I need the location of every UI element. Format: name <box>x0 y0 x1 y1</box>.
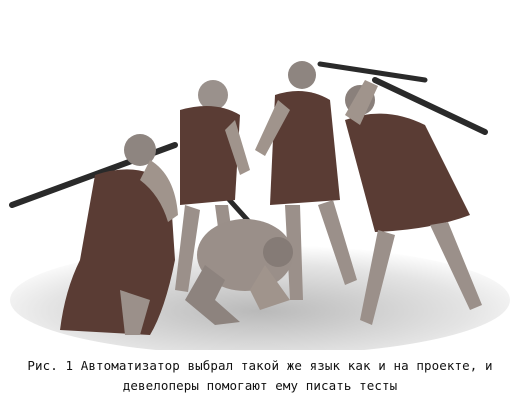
caption <box>20 356 500 396</box>
caption-prefix: Рис. 1 <box>27 358 74 373</box>
tunic <box>345 114 470 232</box>
stick-top <box>320 64 425 80</box>
head <box>288 61 316 89</box>
caption-text: Автоматизатор выбрал такой же язык как и на проекте, и девелоперы помогают ему писать тесты <box>80 358 493 393</box>
head <box>198 80 228 110</box>
tunic <box>180 106 240 205</box>
head <box>263 237 293 267</box>
